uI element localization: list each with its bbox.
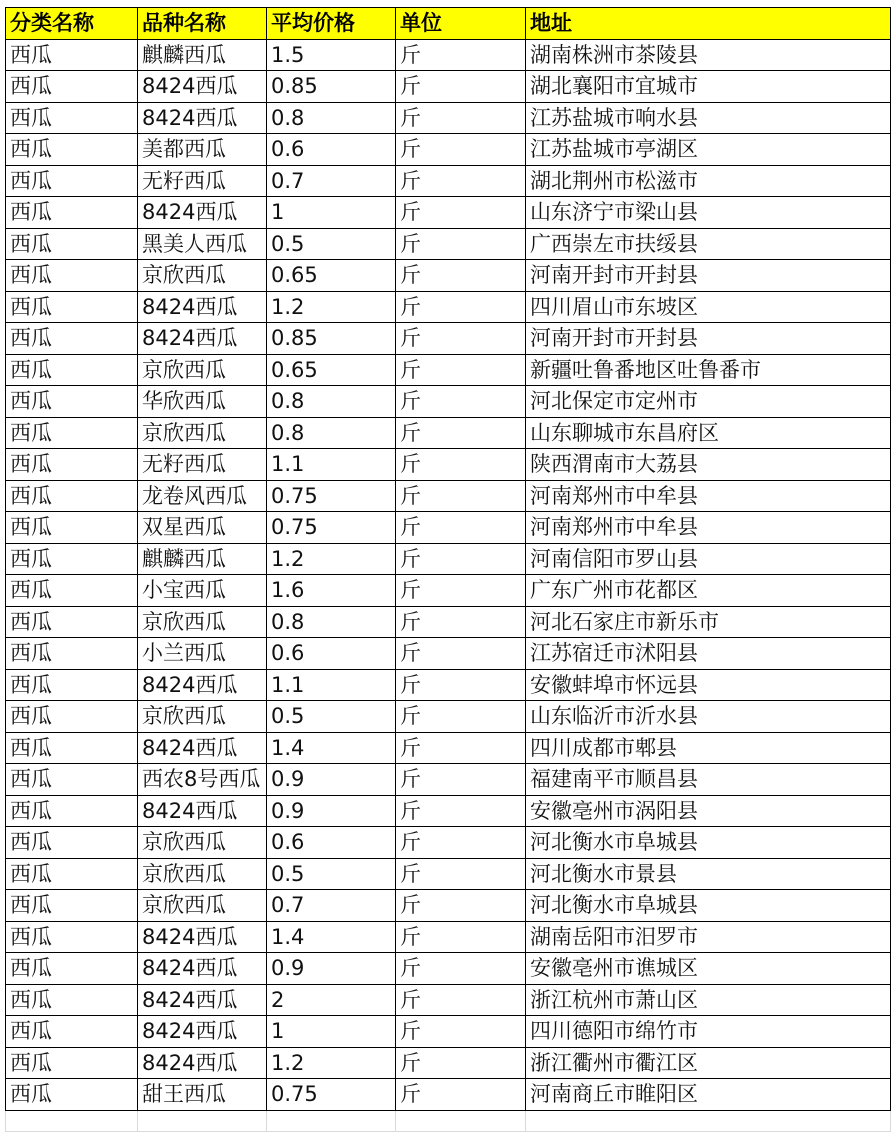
- category-cell[interactable]: 西瓜: [6, 102, 138, 134]
- unit-cell[interactable]: 斤: [396, 480, 526, 512]
- unit-cell[interactable]: 斤: [396, 512, 526, 544]
- variety-cell[interactable]: 京欣西瓜: [138, 260, 267, 292]
- unit-cell[interactable]: 斤: [396, 732, 526, 764]
- variety-cell[interactable]: 黑美人西瓜: [138, 228, 267, 260]
- price-cell[interactable]: 0.5: [267, 858, 396, 890]
- address-cell[interactable]: 浙江杭州市萧山区: [526, 984, 891, 1016]
- table-row: [6, 984, 891, 1016]
- category-cell[interactable]: 西瓜: [6, 228, 138, 260]
- category-cell[interactable]: 西瓜: [6, 354, 138, 386]
- empty-cell[interactable]: [6, 1110, 138, 1131]
- price-cell[interactable]: 1.6: [267, 575, 396, 607]
- price-cell[interactable]: 1.2: [267, 1047, 396, 1079]
- price-cell[interactable]: 0.75: [267, 1079, 396, 1111]
- variety-cell[interactable]: 小宝西瓜: [138, 575, 267, 607]
- address-cell[interactable]: 河南信阳市罗山县: [526, 543, 891, 575]
- price-cell[interactable]: 1.2: [267, 543, 396, 575]
- unit-cell[interactable]: 斤: [396, 669, 526, 701]
- table-row: [6, 386, 891, 418]
- unit-cell[interactable]: 斤: [396, 575, 526, 607]
- category-cell[interactable]: 西瓜: [6, 795, 138, 827]
- category-cell[interactable]: 西瓜: [6, 1016, 138, 1048]
- category-cell[interactable]: 西瓜: [6, 386, 138, 418]
- address-cell[interactable]: 河北衡水市景县: [526, 858, 891, 890]
- table-row: [6, 606, 891, 638]
- table-row: [6, 638, 891, 670]
- unit-cell[interactable]: 斤: [396, 795, 526, 827]
- unit-cell[interactable]: 斤: [396, 543, 526, 575]
- price-cell[interactable]: 0.5: [267, 701, 396, 733]
- variety-cell[interactable]: 无籽西瓜: [138, 165, 267, 197]
- unit-cell[interactable]: 斤: [396, 134, 526, 166]
- category-cell[interactable]: 西瓜: [6, 134, 138, 166]
- unit-cell[interactable]: 斤: [396, 827, 526, 859]
- price-cell[interactable]: 1.1: [267, 669, 396, 701]
- address-cell[interactable]: 福建南平市顺昌县: [526, 764, 891, 796]
- table-row: [6, 102, 891, 134]
- empty-row: [6, 1110, 891, 1131]
- variety-cell[interactable]: 8424西瓜: [138, 323, 267, 355]
- unit-cell[interactable]: 斤: [396, 39, 526, 71]
- variety-cell[interactable]: 无籽西瓜: [138, 449, 267, 481]
- table-row: [6, 701, 891, 733]
- header-address[interactable]: 地址: [526, 8, 891, 40]
- variety-cell[interactable]: 京欣西瓜: [138, 858, 267, 890]
- unit-cell[interactable]: 斤: [396, 1079, 526, 1111]
- table-row: [6, 228, 891, 260]
- address-cell[interactable]: 山东济宁市梁山县: [526, 197, 891, 229]
- variety-cell[interactable]: 京欣西瓜: [138, 890, 267, 922]
- price-cell[interactable]: 0.7: [267, 890, 396, 922]
- table-row: [6, 1079, 891, 1111]
- category-cell[interactable]: 西瓜: [6, 39, 138, 71]
- category-cell[interactable]: 西瓜: [6, 669, 138, 701]
- category-cell[interactable]: 西瓜: [6, 71, 138, 103]
- variety-cell[interactable]: 8424西瓜: [138, 921, 267, 953]
- unit-cell[interactable]: 斤: [396, 197, 526, 229]
- address-cell[interactable]: 湖南岳阳市汨罗市: [526, 921, 891, 953]
- table-body: [6, 39, 891, 1131]
- table-row: [6, 354, 891, 386]
- header-variety[interactable]: 品种名称: [138, 8, 267, 40]
- unit-cell[interactable]: 斤: [396, 102, 526, 134]
- table-row: [6, 669, 891, 701]
- price-table: [5, 7, 891, 1132]
- category-cell[interactable]: 西瓜: [6, 827, 138, 859]
- category-cell[interactable]: 西瓜: [6, 701, 138, 733]
- unit-cell[interactable]: 斤: [396, 260, 526, 292]
- category-cell[interactable]: 西瓜: [6, 1047, 138, 1079]
- variety-cell[interactable]: 甜王西瓜: [138, 1079, 267, 1111]
- price-cell[interactable]: 0.65: [267, 260, 396, 292]
- spreadsheet-sheet: [5, 7, 895, 1140]
- price-cell[interactable]: 0.65: [267, 354, 396, 386]
- variety-cell[interactable]: 8424西瓜: [138, 1047, 267, 1079]
- table-row: [6, 732, 891, 764]
- variety-cell[interactable]: 美都西瓜: [138, 134, 267, 166]
- empty-cell[interactable]: [267, 1110, 396, 1131]
- table-row: [6, 921, 891, 953]
- category-cell[interactable]: 西瓜: [6, 638, 138, 670]
- category-cell[interactable]: 西瓜: [6, 260, 138, 292]
- category-cell[interactable]: 西瓜: [6, 417, 138, 449]
- address-cell[interactable]: 河北保定市定州市: [526, 386, 891, 418]
- table-row: [6, 890, 891, 922]
- price-cell[interactable]: 1.4: [267, 732, 396, 764]
- category-cell[interactable]: 西瓜: [6, 291, 138, 323]
- unit-cell[interactable]: 斤: [396, 890, 526, 922]
- table-row: [6, 291, 891, 323]
- address-cell[interactable]: 山东聊城市东昌府区: [526, 417, 891, 449]
- address-cell[interactable]: 江苏盐城市响水县: [526, 102, 891, 134]
- unit-cell[interactable]: 斤: [396, 449, 526, 481]
- category-cell[interactable]: 西瓜: [6, 1079, 138, 1111]
- table-row: [6, 795, 891, 827]
- address-cell[interactable]: 浙江衢州市衢江区: [526, 1047, 891, 1079]
- table-row: [6, 827, 891, 859]
- header-average-price[interactable]: 平均价格: [267, 8, 396, 40]
- price-cell[interactable]: 0.75: [267, 480, 396, 512]
- address-cell[interactable]: 山东临沂市沂水县: [526, 701, 891, 733]
- table-row: [6, 39, 891, 71]
- price-cell[interactable]: 0.75: [267, 512, 396, 544]
- table-row: [6, 480, 891, 512]
- price-cell[interactable]: 1.4: [267, 921, 396, 953]
- address-cell[interactable]: 四川眉山市东坡区: [526, 291, 891, 323]
- address-cell[interactable]: 安徽蚌埠市怀远县: [526, 669, 891, 701]
- price-cell[interactable]: 0.85: [267, 71, 396, 103]
- address-cell[interactable]: 安徽亳州市谯城区: [526, 953, 891, 985]
- address-cell[interactable]: 河北衡水市阜城县: [526, 827, 891, 859]
- unit-cell[interactable]: 斤: [396, 291, 526, 323]
- address-cell[interactable]: 新疆吐鲁番地区吐鲁番市: [526, 354, 891, 386]
- address-cell[interactable]: 四川成都市郫县: [526, 732, 891, 764]
- address-cell[interactable]: 河南郑州市中牟县: [526, 512, 891, 544]
- unit-cell[interactable]: 斤: [396, 638, 526, 670]
- variety-cell[interactable]: 京欣西瓜: [138, 606, 267, 638]
- category-cell[interactable]: 西瓜: [6, 323, 138, 355]
- table-row: [6, 764, 891, 796]
- unit-cell[interactable]: 斤: [396, 71, 526, 103]
- price-cell[interactable]: 0.5: [267, 228, 396, 260]
- price-cell[interactable]: 0.85: [267, 323, 396, 355]
- variety-cell[interactable]: 8424西瓜: [138, 291, 267, 323]
- table-row: [6, 543, 891, 575]
- unit-cell[interactable]: 斤: [396, 165, 526, 197]
- table-row: [6, 575, 891, 607]
- category-cell[interactable]: 西瓜: [6, 480, 138, 512]
- variety-cell[interactable]: 8424西瓜: [138, 102, 267, 134]
- table-row: [6, 260, 891, 292]
- variety-cell[interactable]: 8424西瓜: [138, 197, 267, 229]
- category-cell[interactable]: 西瓜: [6, 764, 138, 796]
- unit-cell[interactable]: 斤: [396, 953, 526, 985]
- table-row: [6, 134, 891, 166]
- address-cell[interactable]: 安徽亳州市涡阳县: [526, 795, 891, 827]
- price-cell[interactable]: 0.9: [267, 795, 396, 827]
- address-cell[interactable]: 广西崇左市扶绥县: [526, 228, 891, 260]
- table-row: [6, 1047, 891, 1079]
- price-cell[interactable]: 1.2: [267, 291, 396, 323]
- empty-cell[interactable]: [526, 1110, 891, 1131]
- table-row: [6, 197, 891, 229]
- unit-cell[interactable]: 斤: [396, 701, 526, 733]
- address-cell[interactable]: 湖南株洲市茶陵县: [526, 39, 891, 71]
- unit-cell[interactable]: 斤: [396, 386, 526, 418]
- address-cell[interactable]: 河南郑州市中牟县: [526, 480, 891, 512]
- table-row: [6, 1016, 891, 1048]
- variety-cell[interactable]: 麒麟西瓜: [138, 39, 267, 71]
- address-cell[interactable]: 江苏盐城市亭湖区: [526, 134, 891, 166]
- category-cell[interactable]: 西瓜: [6, 512, 138, 544]
- empty-cell[interactable]: [396, 1110, 526, 1131]
- price-cell[interactable]: 1.5: [267, 39, 396, 71]
- address-cell[interactable]: 湖北荆州市松滋市: [526, 165, 891, 197]
- address-cell[interactable]: 河南开封市开封县: [526, 260, 891, 292]
- variety-cell[interactable]: 京欣西瓜: [138, 354, 267, 386]
- table-row: [6, 165, 891, 197]
- empty-cell[interactable]: [138, 1110, 267, 1131]
- unit-cell[interactable]: 斤: [396, 921, 526, 953]
- variety-cell[interactable]: 小兰西瓜: [138, 638, 267, 670]
- unit-cell[interactable]: 斤: [396, 323, 526, 355]
- table-row: [6, 512, 891, 544]
- variety-cell[interactable]: 8424西瓜: [138, 669, 267, 701]
- variety-cell[interactable]: 西农8号西瓜: [138, 764, 267, 796]
- address-cell[interactable]: 河北衡水市阜城县: [526, 890, 891, 922]
- table-row: [6, 953, 891, 985]
- price-cell[interactable]: 1: [267, 1016, 396, 1048]
- variety-cell[interactable]: 8424西瓜: [138, 953, 267, 985]
- category-cell[interactable]: 西瓜: [6, 449, 138, 481]
- variety-cell[interactable]: 8424西瓜: [138, 71, 267, 103]
- unit-cell[interactable]: 斤: [396, 228, 526, 260]
- table-row: [6, 858, 891, 890]
- address-cell[interactable]: 四川德阳市绵竹市: [526, 1016, 891, 1048]
- table-row: [6, 323, 891, 355]
- category-cell[interactable]: 西瓜: [6, 197, 138, 229]
- variety-cell[interactable]: 京欣西瓜: [138, 417, 267, 449]
- variety-cell[interactable]: 麒麟西瓜: [138, 543, 267, 575]
- price-cell[interactable]: 0.8: [267, 102, 396, 134]
- variety-cell[interactable]: 龙卷风西瓜: [138, 480, 267, 512]
- header-unit[interactable]: 单位: [396, 8, 526, 40]
- variety-cell[interactable]: 华欣西瓜: [138, 386, 267, 418]
- address-cell[interactable]: 陕西渭南市大荔县: [526, 449, 891, 481]
- category-cell[interactable]: 西瓜: [6, 890, 138, 922]
- address-cell[interactable]: 广东广州市花都区: [526, 575, 891, 607]
- price-cell[interactable]: 0.9: [267, 764, 396, 796]
- variety-cell[interactable]: 京欣西瓜: [138, 701, 267, 733]
- price-cell[interactable]: 0.9: [267, 953, 396, 985]
- category-cell[interactable]: 西瓜: [6, 543, 138, 575]
- price-cell[interactable]: 0.8: [267, 606, 396, 638]
- price-cell[interactable]: 1: [267, 197, 396, 229]
- unit-cell[interactable]: 斤: [396, 1047, 526, 1079]
- category-cell[interactable]: 西瓜: [6, 921, 138, 953]
- category-cell[interactable]: 西瓜: [6, 606, 138, 638]
- category-cell[interactable]: 西瓜: [6, 984, 138, 1016]
- category-cell[interactable]: 西瓜: [6, 732, 138, 764]
- address-cell[interactable]: 河南开封市开封县: [526, 323, 891, 355]
- address-cell[interactable]: 河北石家庄市新乐市: [526, 606, 891, 638]
- table-row: [6, 449, 891, 481]
- table-row: [6, 71, 891, 103]
- category-cell[interactable]: 西瓜: [6, 575, 138, 607]
- header-category[interactable]: 分类名称: [6, 8, 138, 40]
- variety-cell[interactable]: 8424西瓜: [138, 984, 267, 1016]
- unit-cell[interactable]: 斤: [396, 1016, 526, 1048]
- category-cell[interactable]: 西瓜: [6, 953, 138, 985]
- unit-cell[interactable]: 斤: [396, 417, 526, 449]
- header-row: [6, 8, 891, 40]
- table-row: [6, 417, 891, 449]
- address-cell[interactable]: 河南商丘市睢阳区: [526, 1079, 891, 1111]
- price-cell[interactable]: 0.8: [267, 386, 396, 418]
- variety-cell[interactable]: 8424西瓜: [138, 732, 267, 764]
- variety-cell[interactable]: 京欣西瓜: [138, 827, 267, 859]
- category-cell[interactable]: 西瓜: [6, 165, 138, 197]
- address-cell[interactable]: 湖北襄阳市宜城市: [526, 71, 891, 103]
- variety-cell[interactable]: 8424西瓜: [138, 1016, 267, 1048]
- variety-cell[interactable]: 双星西瓜: [138, 512, 267, 544]
- price-cell[interactable]: 0.8: [267, 417, 396, 449]
- price-cell[interactable]: 0.6: [267, 638, 396, 670]
- unit-cell[interactable]: 斤: [396, 354, 526, 386]
- variety-cell[interactable]: 8424西瓜: [138, 795, 267, 827]
- unit-cell[interactable]: 斤: [396, 764, 526, 796]
- unit-cell[interactable]: 斤: [396, 606, 526, 638]
- price-cell[interactable]: 1.1: [267, 449, 396, 481]
- price-cell[interactable]: 0.6: [267, 134, 396, 166]
- unit-cell[interactable]: 斤: [396, 984, 526, 1016]
- address-cell[interactable]: 江苏宿迁市沭阳县: [526, 638, 891, 670]
- price-cell[interactable]: 2: [267, 984, 396, 1016]
- price-cell[interactable]: 0.7: [267, 165, 396, 197]
- category-cell[interactable]: 西瓜: [6, 858, 138, 890]
- unit-cell[interactable]: 斤: [396, 858, 526, 890]
- price-cell[interactable]: 0.6: [267, 827, 396, 859]
